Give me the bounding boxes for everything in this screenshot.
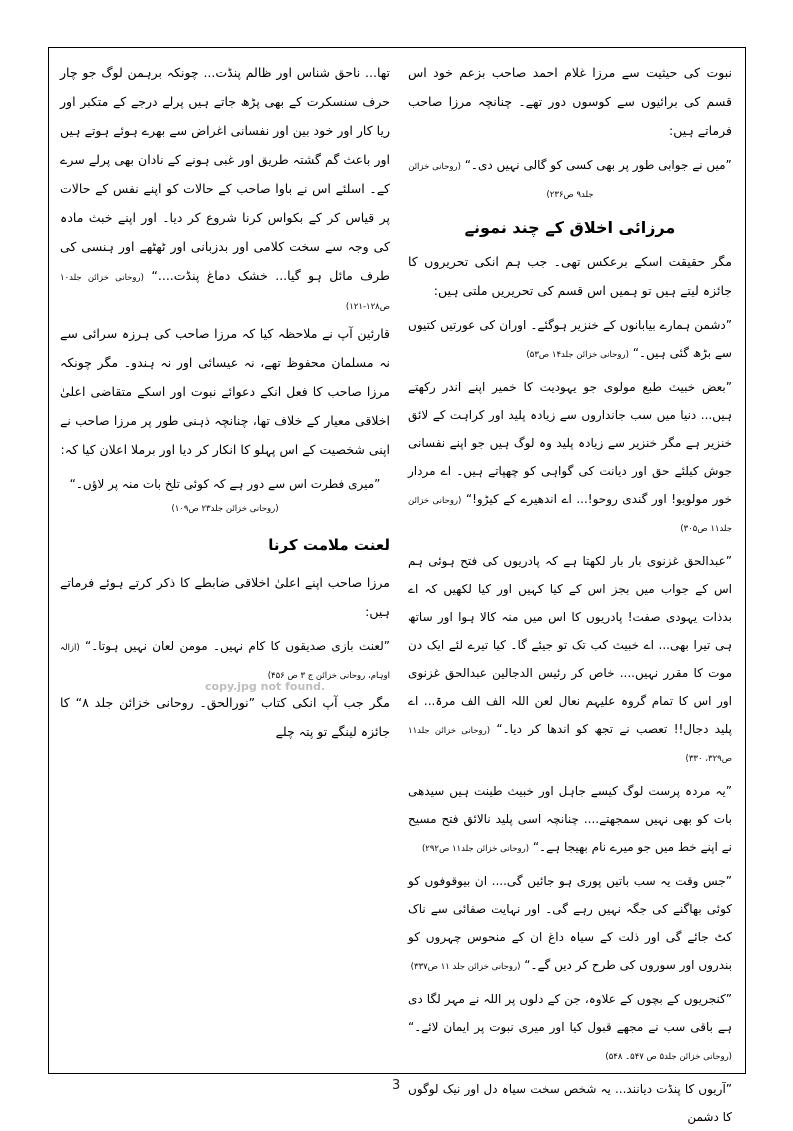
citation: (روحانی خزائن جلد۱۰ ص۱۲۸-۱۲۱) (60, 273, 390, 312)
citation: (روحانی خزائن جلد۲۳ ص۱۰۹) (171, 504, 279, 514)
quote-text: ”دشمن ہمارے بیابانوں کے خنزیر ہوگئے۔ اوران کی عورتیں کتیوں سے بڑھ گئی ہیں۔“ (408, 318, 732, 360)
page-number: 3 (392, 1078, 401, 1093)
quote-text: ”عبدالحق غزنوی بار بار لکھتا ہے کہ پادریوں کی فتح ہوئی ہم اس کے جواب میں بجز اس کے کیا کہیں اور کیا لکھیں کہ اے بدذات یہودی صفت! پادریوں کا اس میں منہ کالا ہوا اور ساتھ ہی تیرا بھی... اے خبیث کب تک تو جیئے گا۔ کیا تیرے لئے ایک دن موت کا مقرر نہیں.... خاص کر رئیس الدجالین عبدالحق غزنوی اور اس کا تمام گروہ علیہم نعال لعن اللہ الف الف مرۃ... اے پلید دجال!! تعصب نے تجھ کو اندھا کر دیا۔“ (408, 554, 732, 736)
quote-text: ”لعنت بازی صدیقوں کا کام نہیں۔ مومن لعان نہیں ہوتا۔“ (85, 639, 390, 653)
citation: (روحانی خزائن جلد۱۱ ص۲۹۲) (421, 844, 530, 854)
quote-block (408, 151, 732, 207)
quote-text: ”میں نے جوابی طور پر بھی کسی کو گالی نہیں دی۔“ (464, 158, 732, 172)
section-heading: مرزائی اخلاق کے چند نمونے (464, 218, 676, 237)
citation: (روحانی خزائن جلد۵ ص ۵۴۷۔ ۵۴۸) (605, 1052, 732, 1062)
quote-text: ”کنجریوں کے بچوں کے علاوہ، جن کے دلوں پر اللہ نے مہر لگا دی ہے باقی سب نے مجھے قبول کیا اور میری نبوت پر ایمان لائے۔“ (408, 992, 732, 1034)
right-column (408, 58, 732, 1131)
quote-text: ”یہ مردہ پرست لوگ کیسے جاہل اور خبیث طینت ہیں سیدھی بات کو بھی نہیں سمجھتے.... چنانچہ اسی پلید نالائق فتح مسیح نے اپنے خط میں جو میرے نام بھیجا ہے۔“ (408, 784, 732, 854)
paragraph: قارئین آپ نے ملاحظہ کیا کہ مرزا صاحب کی ہرزہ سرائی سے نہ مسلمان محفوظ تھے، نہ عیسائی اور نہ ہندو۔ مگر چونکہ مرزا صاحب کا فعل انکے دعوائے نبوت اور اسکے متقاضی اعلیٰ اخلاقی معیار کے خلاف تھا، چنانچہ ذہنی طور پر مرزا صاحب نے اپنی شخصیت کے اس پہلو کا انکار کر دیا اور برملا اعلان کیا کہ: (60, 326, 390, 457)
paragraph (60, 58, 390, 319)
left-column (60, 58, 390, 746)
quote-block (408, 985, 732, 1069)
paragraph: مرزا صاحب اپنے اعلیٰ اخلاقی ضابطے کا ذکر کرتے ہوئے فرماتے ہیں: (60, 575, 390, 619)
citation: (روحانی خزائن جلد ۱۱ ص۳۳۷) (410, 962, 521, 972)
quote-text: ”جس وقت یہ سب باتیں پوری ہو جائیں گی.... ان بیوقوفوں کو کوئی بھاگنے کی جگہ نہیں رہے گی۔ اور نہایت صفائی سے ناک کٹ جائے گی اور ذلت کے سیاہ داغ ان کے منحوس چہروں کو بندروں اور سوروں کی طرح کر دیں گے۔“ (408, 874, 732, 972)
quote-block (408, 867, 732, 979)
intro-paragraph: مگر حقیقت اسکے برعکس تھی۔ جب ہم انکی تحریروں کا جائزہ لیتے ہیں تو ہمیں اس قسم کی تحریریں ملتی ہیں: (408, 254, 732, 298)
missing-image-placeholder: copy.jpg not found. (205, 680, 326, 693)
quote-block (408, 373, 732, 541)
quote-block (408, 777, 732, 861)
quote-text: ”میری فطرت اس سے دور ہے کہ کوئی تلخ بات منہ پر لاؤں۔“ (69, 477, 381, 491)
quote-block (408, 547, 732, 771)
citation: (روحانی خزائن جلد۱۱ ص۳۲۹، ۳۳۰) (408, 726, 732, 764)
citation: (روحانی خزائن جلد۹ ص۲۳۶) (408, 162, 594, 200)
section-heading: لعنت ملامت کرنا (268, 536, 390, 554)
citation: (روحانی خزائن جلد۱۴ ص۵۳) (526, 350, 629, 360)
paragraph: مگر جب آپ انکی کتاب ”نورالحق۔ روحانی خزائن جلد ۸“ کا جائزہ لینگے تو پتہ چلے (60, 695, 390, 739)
paragraph-text: تھا... ناحق شناس اور ظالم پنڈت... چونکہ برہمن لوگ جو چار حرف سنسکرت کے بھی پڑھ جاتے ہیں پرلے درجے کے متکبر اور ریا کار اور خود بین اور نفسانی اغراض سے بھرے ہوئے ہوتے ہیں اور باعث گم گشتہ طریق اور غبی ہونے کے نادان بھی پرلے سرے کے۔ اسلئے اس نے باوا صاحب کے حالات کو اپنے نفس کے حالات پر قیاس کر کے بکواس کرنا شروع کر دیا۔ اور اپنے خبث مادہ کی وجہ سے سخت کلامی اور بدزبانی اور ٹھٹھے اور ہنسی کی طرف مائل ہو گیا... خشک دماغ پنڈت....“ (60, 65, 390, 283)
citation: (روحانی خزائن جلد۱۱ ص۳۰۵) (408, 496, 732, 534)
quote-block (408, 311, 732, 367)
quote-text: ”بعض خبیث طبع مولوی جو یہودیت کا خمیر اپنے اندر رکھتے ہیں... دنیا میں سب جانداروں سے زیادہ پلید اور کراہت کے لائق خنزیر ہے مگر خنزیر سے زیادہ پلید وہ لوگ ہیں جو اپنے نفسانی جوش کیلئے حق اور دیانت کی گواہی کو چھپاتے ہیں۔ اے مردار خور مولویو! اور گندی روحو!... اے اندھیرے کے کیڑو!“ (408, 380, 732, 506)
citation: (ازالہ اوہام، روحانی خزائن ج ۳ ص ۴۵۶) (60, 643, 390, 681)
quote-text: ”آریوں کا پنڈت دیانند... یہ شخص سخت سیاہ دل اور نیک لوگوں کا دشمن (408, 1082, 732, 1124)
intro-paragraph: نبوت کی حیثیت سے مرزا غلام احمد صاحب بزعم خود اس قسم کی برائیوں سے کوسوں دور تھے۔ چنانچہ مرزا صاحب فرماتے ہیں: (408, 65, 732, 138)
